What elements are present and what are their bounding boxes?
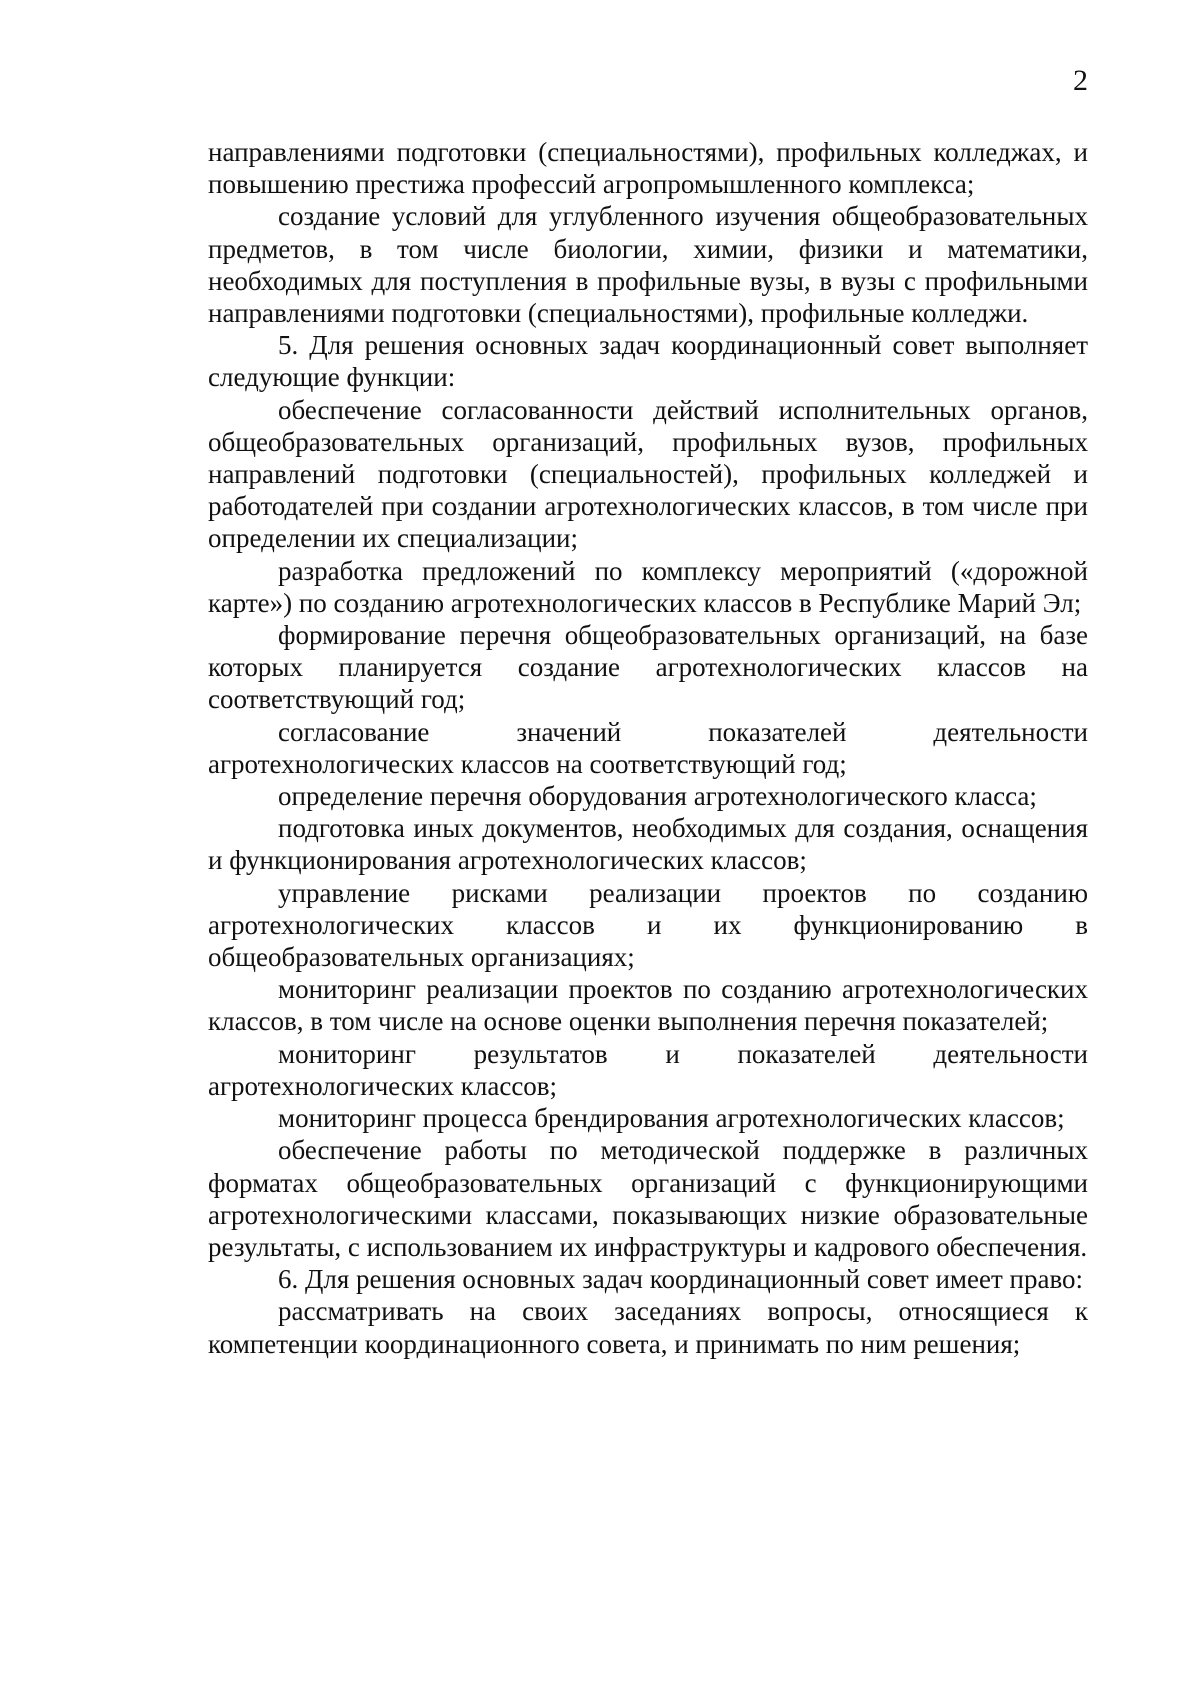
paragraph: рассматривать на своих заседаниях вопросы, относящиеся к компетенции координационного совета, и принимать по ним решения; [208, 1296, 1088, 1359]
paragraph: формирование перечня общеобразовательных организаций, на базе которых планируется создание агротехнологических классов на соответствующий год; [208, 620, 1088, 715]
paragraph: согласование значений показателей деятельности агротехнологических классов на соответствующий год; [208, 716, 1088, 779]
paragraph: создание условий для углубленного изучения общеобразовательных предметов, в том числе биологии, химии, физики и математики, необходимых для поступления в профильные вузы, в вузы с профильными направлениями подготовки (специальностями), профильные колледжи. [208, 201, 1088, 329]
paragraph: мониторинг результатов и показателей деятельности агротехнологических классов; [208, 1038, 1088, 1101]
paragraph: 5. Для решения основных задач координационный совет выполняет следующие функции: [208, 330, 1088, 393]
paragraph: мониторинг процесса брендирования агротехнологических классов; [278, 1103, 1065, 1134]
paragraph: подготовка иных документов, необходимых для создания, оснащения и функционирования агротехнологических классов; [208, 813, 1088, 876]
paragraph: направлениями подготовки (специальностями), профильных колледжах, и повышению престижа профессий агропромышленного комплекса; [208, 137, 1088, 200]
document-body [208, 136, 1088, 1360]
paragraph: обеспечение согласованности действий исполнительных органов, общеобразовательных организаций, профильных вузов, профильных направлений подготовки (специальностей), профильных колледжей и работодателей при создании агротехнологических классов, в том числе при определении их специализации; [208, 394, 1088, 554]
paragraph: обеспечение работы по методической поддержке в различных форматах общеобразовательных организаций с функционирующими агротехнологическими классами, показывающих низкие образовательные результаты, с использованием их инфраструктуры и кадрового обеспечения. [208, 1135, 1088, 1262]
page-number: 2 [1073, 64, 1088, 97]
paragraph: управление рисками реализации проектов по созданию агротехнологических классов и их функционированию в общеобразовательных организациях; [208, 877, 1088, 973]
paragraph: мониторинг реализации проектов по созданию агротехнологических классов, в том числе на основе оценки выполнения перечня показателей; [208, 974, 1088, 1037]
paragraph: определение перечня оборудования агротехнологического класса; [278, 781, 1037, 812]
paragraph: 6. Для решения основных задач координационный совет имеет право: [278, 1264, 1084, 1295]
paragraph: разработка предложений по комплексу мероприятий («дорожной карте») по созданию агротехнологических классов в Республике Марий Эл; [208, 555, 1088, 618]
